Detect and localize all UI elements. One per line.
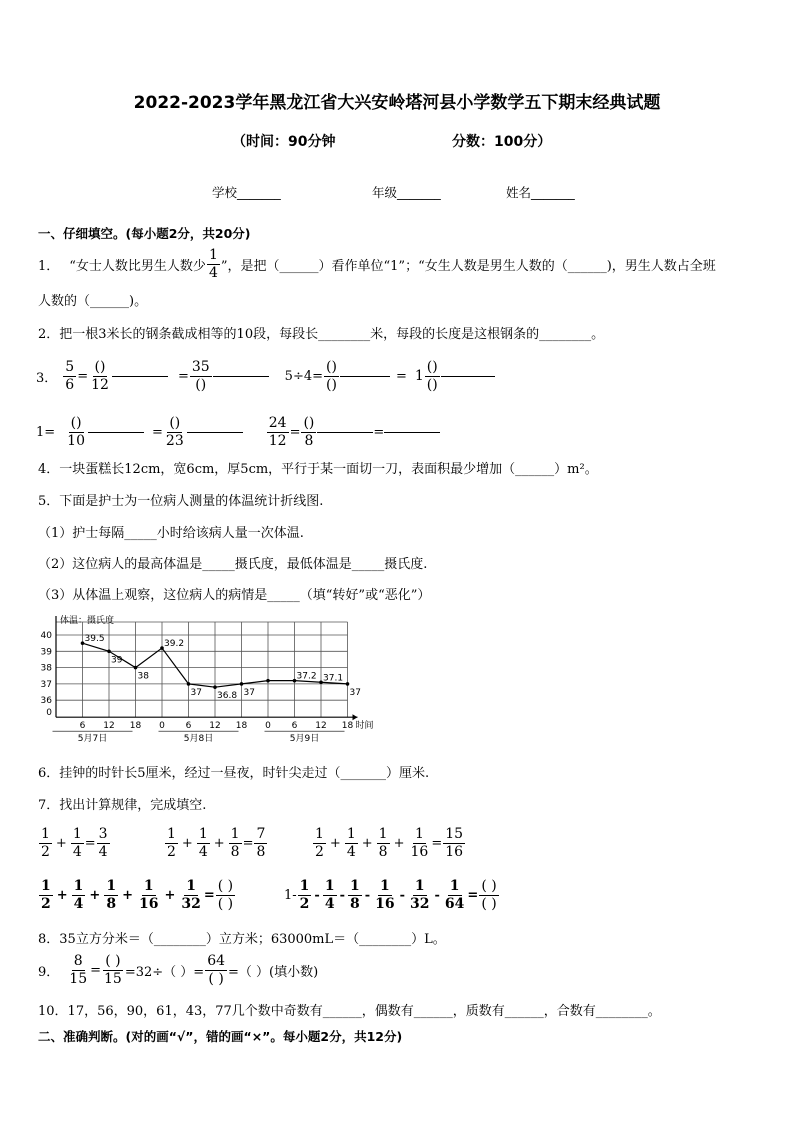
name-field: 姓名_______ xyxy=(506,185,575,200)
answer-blank[interactable] xyxy=(88,431,144,433)
q1-continued: 人数的（______)。 xyxy=(38,294,148,309)
x-tick-label: 12 xyxy=(103,721,115,732)
x-tick-label: 6 xyxy=(185,721,192,732)
q3-fraction-x-10: () 10 xyxy=(67,414,85,449)
x-tick-label: 12 xyxy=(315,721,327,732)
equals-sign: = xyxy=(152,424,163,440)
q3-whole-number: 1 xyxy=(414,368,424,384)
answer-blank[interactable] xyxy=(340,375,390,377)
answer-blank[interactable] xyxy=(441,375,495,377)
question-10: 10．17，56，90，61，43，77几个数中奇数有______，偶数有______，质数有______，合数有________。 xyxy=(38,1004,661,1019)
q3-fraction-x-8: () 8 xyxy=(303,414,315,449)
question-1 xyxy=(38,247,716,282)
q7-row-2-sum: 1 2 + $\frac{1}{4}$ + $\frac{1}{8}$ + $\frac{1}{16}$ + $\frac{1}{32}$ = ( ) ( ) xyxy=(41,878,234,912)
q3-fraction-5-6: $\frac{5}{6}$ xyxy=(65,358,75,393)
answer-fraction-blank[interactable]: ( ) ( ) xyxy=(481,878,497,912)
x-axis-arrow-icon xyxy=(353,714,358,720)
equals-sign: = xyxy=(289,424,301,440)
q3-fraction-24-12: $\frac{24}{12}$ xyxy=(268,414,287,449)
equals-sign: = xyxy=(373,424,385,440)
equals-sign: = xyxy=(395,368,407,384)
data-point xyxy=(107,650,111,654)
x-tick-label: 18 xyxy=(129,721,142,732)
day-label: 5月9日 xyxy=(289,734,320,745)
x-tick-label: 6 xyxy=(291,721,298,732)
equals-sign: = xyxy=(77,368,89,384)
question-5-part-3: （3）从体温上观察，这位病人的病情是_____（填“转好”或“恶化”） xyxy=(38,588,431,603)
equals-sign: = xyxy=(177,368,189,384)
section-2-heading: 二、准确判断。(对的画“√”，错的画“×”。每小题2分，共12分) xyxy=(38,1029,403,1044)
data-point xyxy=(187,682,191,686)
y-axis-label: 体温：摄氏度 xyxy=(60,616,115,626)
y-tick-label: 39 xyxy=(40,647,52,658)
data-label: 37 xyxy=(190,687,202,698)
y-tick-label: 40 xyxy=(40,631,52,641)
x-tick-label: 0 xyxy=(159,721,165,732)
data-label: 36.8 xyxy=(217,691,238,702)
answer-blank[interactable] xyxy=(317,431,373,433)
question-8: 8．35立方分米＝（________）立方米；63000mL＝（________）L。 xyxy=(38,932,446,947)
q3-mixed-fraction: () () xyxy=(426,358,438,393)
data-label: 39 xyxy=(111,655,123,666)
x-tick-label: 18 xyxy=(235,721,248,732)
day-label: 5月7日 xyxy=(77,734,108,745)
q3-fraction-x-x: () () xyxy=(326,358,337,393)
question-3-row-1 xyxy=(36,356,495,396)
q7-row-1-expr-1: 1 2 + $\frac{1}{4}$ = $\frac{3}{4}$ xyxy=(41,826,108,860)
q7-row-2-difference: 1- 1 2 - 1 4 - 1 8 - 1 16 - 1 32 - $\frac{1}{64}$ = ( ) ( ) xyxy=(284,878,497,912)
data-label: 37 xyxy=(349,687,361,698)
grade-field: 年级_______ xyxy=(372,185,441,200)
y-tick-label: 37 xyxy=(40,679,52,690)
school-field: 学校_______ xyxy=(212,185,281,200)
day-label: 5月8日 xyxy=(183,734,214,745)
answer-blank[interactable] xyxy=(112,375,168,377)
question-2: 2．把一根3米长的钢条截成相等的10段，每段长________米，每段的长度是这根钢条的________。 xyxy=(38,327,605,342)
q3-fraction-x-23: () 23 xyxy=(165,414,184,449)
q7-row-1-expr-2: 1 2 + $\frac{1}{4}$ + $\frac{1}{8}$ = $\frac{7}{8}$ xyxy=(167,826,266,860)
q9-number: 9． xyxy=(38,964,60,980)
question-7: 7．找出计算规律，完成填空. xyxy=(38,798,207,813)
q7-row-1-expr-3: 1 2 + $\frac{1}{4}$ + $\frac{1}{8}$ + $\frac{1}{16}$ = $\frac{15}{16}$ xyxy=(315,826,464,860)
question-5-part-2: （2）这位病人的最高体温是_____摄氏度，最低体温是_____摄氏度. xyxy=(38,557,428,572)
data-point xyxy=(213,685,217,689)
question-4: 4．一块蛋糕长12cm，宽6cm，厚5cm，平行于某一面切一刀，表面积最少增加（______）m²。 xyxy=(38,462,598,477)
y-tick-label: 36 xyxy=(40,696,52,707)
data-label: 39.2 xyxy=(164,639,185,650)
y-tick-label: 38 xyxy=(40,663,52,674)
q1-text-b: ”，是把（______）看作单位“1”；“女生人数是男生人数的（______)，男生人数占全班 xyxy=(220,259,716,274)
answer-blank[interactable] xyxy=(384,431,440,433)
y-tick-label: 0 xyxy=(46,708,52,719)
q1-text-a: “女士人数比男生人数少 xyxy=(69,259,206,274)
data-point xyxy=(134,666,138,670)
data-point xyxy=(266,679,270,683)
question-9: 9． $\frac{8}{15}$ = ( ) 15 =32÷（ ）= 64 ( ) =（ ）(填小数) xyxy=(38,952,319,987)
data-label: 39.5 xyxy=(84,634,105,645)
x-tick-label: 18 xyxy=(341,721,354,732)
temperature-line-chart xyxy=(38,612,388,746)
x-tick-label: 12 xyxy=(209,721,221,732)
q1-number: 1． xyxy=(38,259,60,274)
data-label: 37.1 xyxy=(323,673,344,684)
score-info: 分数：100分） xyxy=(452,134,552,150)
question-6: 6．挂钟的时针长5厘米，经过一昼夜，时针尖走过（_______）厘米. xyxy=(38,766,430,781)
section-1-heading: 一、仔细填空。(每小题2分，共20分) xyxy=(38,226,251,241)
answer-blank[interactable] xyxy=(213,375,269,377)
data-label: 38 xyxy=(137,671,149,682)
question-3-row-2 xyxy=(36,412,440,452)
question-5-part-1: （1）护士每隔_____小时给该病人量一次体温. xyxy=(38,526,304,541)
q1-fraction: 1 4 xyxy=(208,247,218,281)
question-5: 5．下面是护士为一位病人测量的体温统计折线图. xyxy=(38,494,324,509)
q3-fraction-x-12: () 12 xyxy=(91,358,109,393)
q3-number: 3． xyxy=(36,370,58,386)
data-label: 37.2 xyxy=(296,671,317,682)
time-info: （时间：90分钟 xyxy=(232,134,336,150)
x-tick-label: 6 xyxy=(79,721,86,732)
data-point xyxy=(240,682,244,686)
q3-fraction-35-x: 35 () xyxy=(191,358,210,393)
q3-division: 5÷4= xyxy=(284,368,323,384)
answer-blank[interactable] xyxy=(187,431,243,433)
x-tick-label: 0 xyxy=(265,721,271,732)
page-title: 2022-2023学年黑龙江省大兴安岭塔河县小学数学五下期末经典试题 xyxy=(133,93,661,113)
data-label: 37 xyxy=(243,687,255,698)
x-axis-label: 时间 xyxy=(355,721,374,732)
q3-one-equals: 1= xyxy=(36,424,56,440)
data-point xyxy=(346,682,350,686)
answer-fraction-blank[interactable]: ( ) ( ) xyxy=(217,878,234,912)
